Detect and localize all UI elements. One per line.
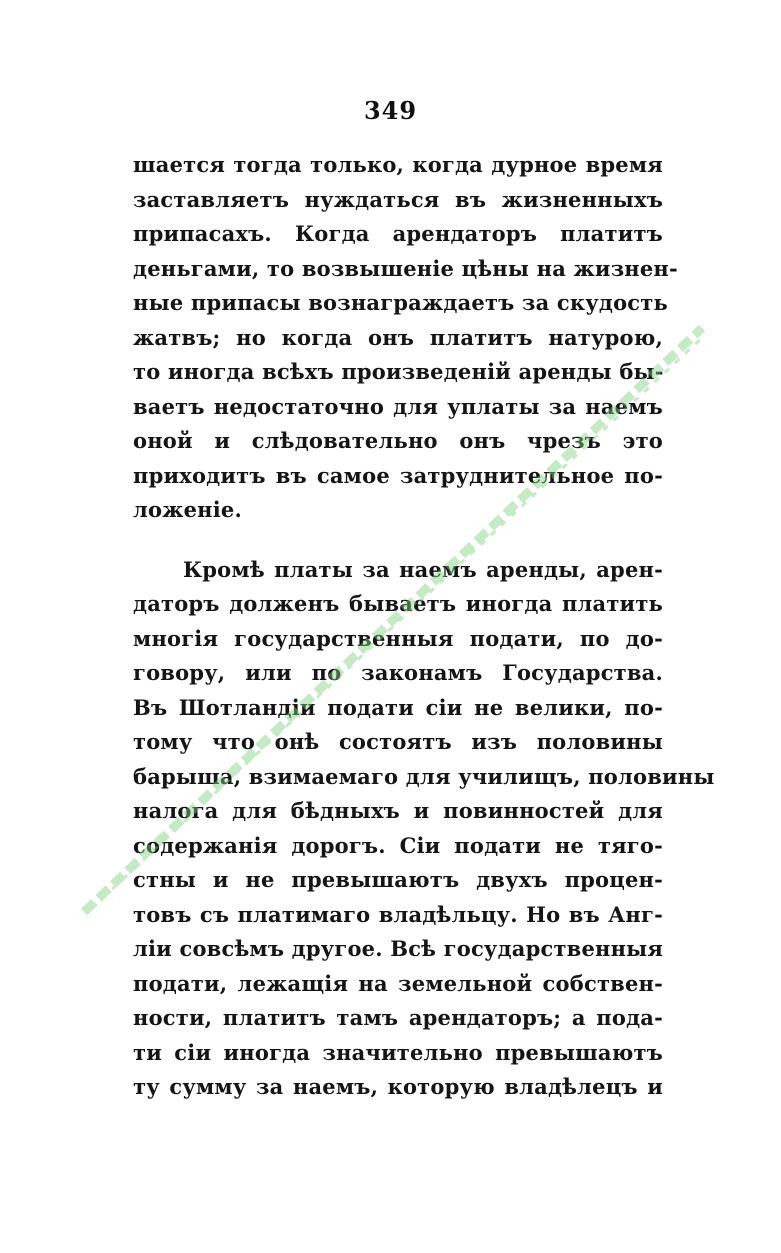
paragraph-1 — [133, 148, 678, 528]
text-line: припасахъ. Когда арендаторъ платитъ — [133, 221, 663, 246]
paragraph-gap — [133, 528, 663, 553]
text-line: барыша, взимаемаго для училищъ, половины — [133, 763, 715, 789]
text-line: содержанія дорогъ. Сіи подати не тяго- — [133, 832, 663, 858]
text-line: то иногда всѣхъ произведеній аренды бы- — [133, 359, 664, 384]
text-line: жатвъ; но когда онъ платитъ натурою, — [133, 324, 663, 350]
text-line: стны и не превышаютъ двухъ процен- — [133, 867, 663, 892]
text-line: ности, платитъ тамъ арендаторъ; а пода- — [133, 1005, 663, 1030]
text-line: Кромѣ платы за наемъ аренды, арен- — [183, 556, 663, 582]
text-line: говору, или по законамъ Государства. — [133, 660, 663, 685]
text-line: ваетъ недостаточно для уплаты за наемъ — [133, 393, 663, 419]
text-line: ти сіи иногда значительно превышаютъ — [133, 1039, 663, 1065]
text-line: товъ съ платимаго владѣльцу. Но въ Анг- — [133, 901, 663, 927]
paragraph-2 — [133, 553, 715, 1105]
text-line: Въ Шотландіи подати сіи не велики, по- — [133, 694, 663, 720]
page-number: 349 — [363, 96, 418, 125]
text-line: оной и слѣдовательно онъ чрезъ это — [133, 428, 663, 453]
text-line: ту сумму за наемъ, которую владѣлецъ и — [133, 1074, 663, 1099]
text-line: шается тогда только, когда дурное время — [133, 152, 663, 177]
text-line: ложеніе. — [133, 497, 242, 522]
text-line: подати, лежащія на земельной собствен- — [133, 970, 663, 996]
text-line: даторъ долженъ бываетъ иногда платить — [133, 591, 663, 616]
text-line: налога для бѣдныхъ и повинностей для — [133, 798, 663, 823]
body-text — [133, 148, 715, 1105]
text-line: ліи совсѣмъ другое. Всѣ государственныя — [133, 936, 664, 961]
text-line: многія государственныя подати, по до- — [133, 625, 663, 651]
text-line: заставляетъ нуждаться въ жизненныхъ — [133, 186, 663, 212]
text-line: ные припасы вознаграждаетъ за скудость — [133, 290, 668, 315]
text-line: деньгами, то возвышеніе цѣны на жизнен- — [133, 255, 678, 281]
text-line: приходитъ въ самое затруднительное по- — [133, 462, 663, 488]
text-line: тому что онѣ состоятъ изъ половины — [133, 729, 663, 754]
